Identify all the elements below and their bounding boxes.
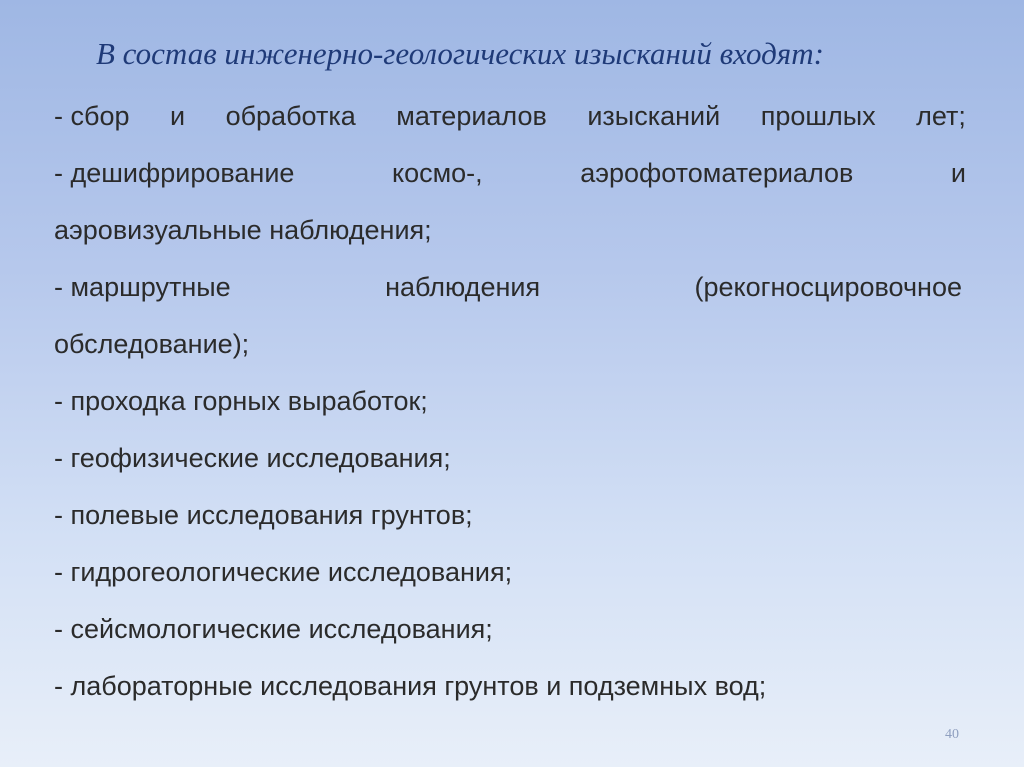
list-item-2-continuation: аэровизуальные наблюдения; (54, 215, 432, 245)
word: изысканий (587, 101, 721, 131)
word: аэрофотоматериалов (580, 158, 854, 188)
list-item-9: - лабораторные исследования грунтов и подземных вод; (54, 671, 767, 701)
list-item-6: - полевые исследования грунтов; (54, 500, 473, 530)
word: наблюдения (385, 272, 541, 302)
word: и (169, 101, 186, 131)
list-item-8: - сейсмологические исследования; (54, 614, 493, 644)
list-item-2 (54, 145, 966, 202)
word: космо-, (391, 158, 483, 188)
slide-title: В состав инженерно-геологических изысканий входят: (96, 36, 824, 71)
list-item-7: - гидрогеологические исследования; (54, 557, 513, 587)
word: - дешифрирование (54, 158, 295, 188)
word: - сбор (54, 101, 130, 131)
word: (рекогносцировочное (694, 272, 962, 302)
word: лет; (916, 101, 966, 131)
list-item-5: - геофизические исследования; (54, 443, 451, 473)
list-item-3-continuation: обследование); (54, 329, 250, 359)
word: прошлых (760, 101, 876, 131)
word: - маршрутные (54, 272, 231, 302)
list-item-1 (54, 88, 966, 145)
list-item-3 (54, 259, 966, 316)
list-item-4: - проходка горных выработок; (54, 386, 428, 416)
bullet-list (54, 88, 966, 715)
word: обработка (225, 101, 356, 131)
word: и (950, 158, 966, 188)
page-number: 40 (945, 727, 959, 742)
word: материалов (396, 101, 547, 131)
